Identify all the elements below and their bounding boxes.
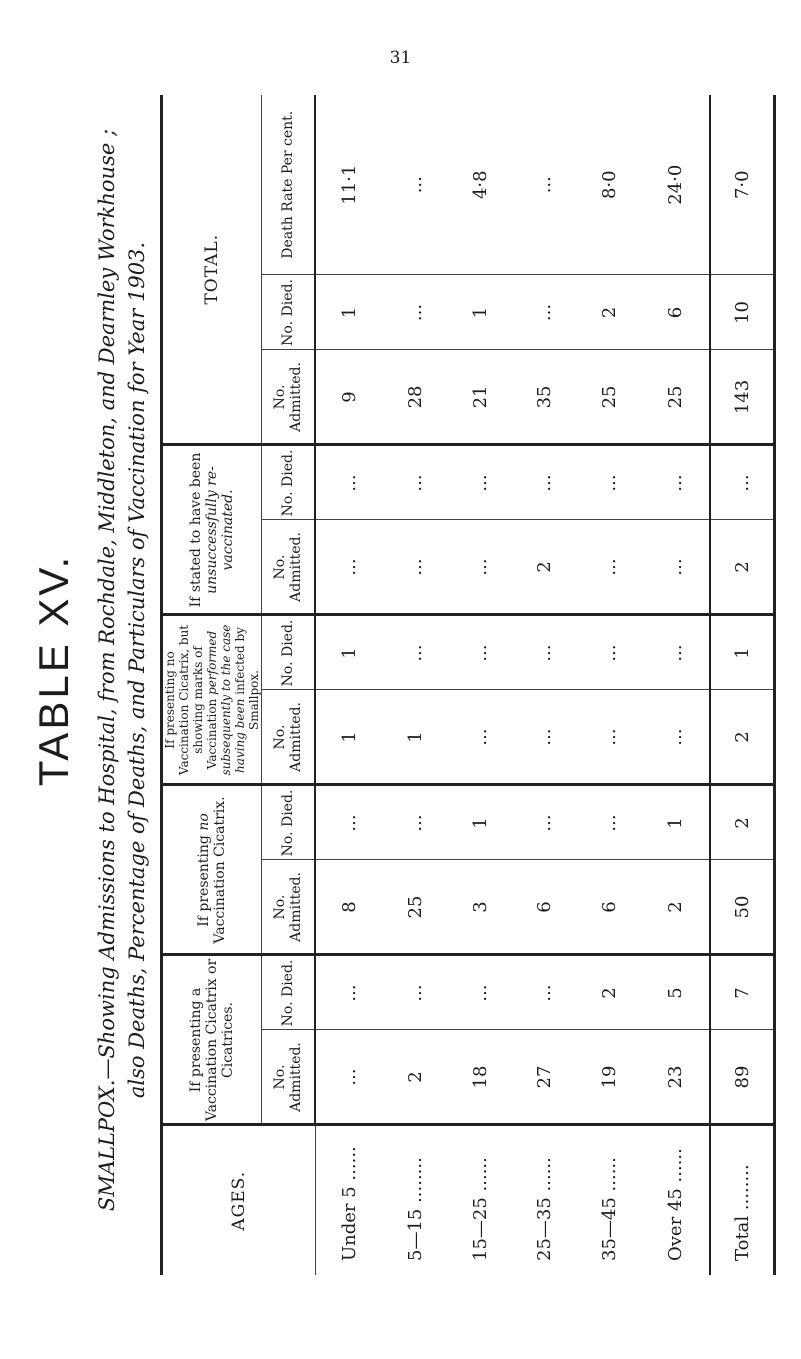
header-sub-row	[262, 95, 316, 1275]
unvaccinated-died-cell: 1	[642, 785, 710, 860]
vaccinated-admitted-cell: 18	[448, 1030, 513, 1125]
marks-admitted-cell: ...	[577, 690, 642, 785]
marks-admitted-total: 2	[710, 690, 773, 785]
total-admitted-cell: 25	[577, 350, 642, 445]
unvaccinated-header-post: Vaccination Cicatrix.	[212, 796, 228, 944]
unsuccessful-died-cell: ...	[315, 445, 383, 520]
unsuccessful-admitted-total: 2	[710, 520, 773, 615]
death-rate-total: 7·0	[710, 95, 773, 275]
unsuccessful-died-header: No. Died.	[262, 445, 316, 520]
unsuccessful-died-total: ...	[710, 445, 773, 520]
vaccinated-header: If presenting a Vaccination Cicatrix or Cicatrices.	[163, 955, 262, 1125]
total-admitted-cell: 9	[315, 350, 383, 445]
unsuccessful-header-line-2: unsuccessfully re-vaccinated.	[204, 466, 236, 594]
unvaccinated-died-cell: ...	[383, 785, 448, 860]
marks-admitted-header: No. Admitted.	[262, 690, 316, 785]
total-died-cell: 1	[448, 275, 513, 350]
total-died-cell: ...	[512, 275, 577, 350]
table-row	[577, 95, 642, 1275]
subtitle-line-1: SMALLPOX.—Showing Admissions to Hospital, from Rochdale, Middleton, and Dearnley Workhouse ;	[95, 128, 119, 1212]
marks-admitted-cell: ...	[642, 690, 710, 785]
unsuccessful-died-cell: ...	[383, 445, 448, 520]
age-cell: Over 45 ......	[642, 1125, 710, 1275]
unvaccinated-died-cell: ...	[315, 785, 383, 860]
vaccinated-died-total: 7	[710, 955, 773, 1030]
marks-died-cell: ...	[642, 615, 710, 690]
total-admitted-total: 143	[710, 350, 773, 445]
unvaccinated-admitted-cell: 6	[512, 860, 577, 955]
vaccinated-admitted-cell: 23	[642, 1030, 710, 1125]
unvaccinated-admitted-cell: 6	[577, 860, 642, 955]
vaccinated-admitted-cell: 2	[383, 1030, 448, 1125]
unvaccinated-died-total: 2	[710, 785, 773, 860]
subtitle-line-2: also Deaths, Percentage of Deaths, and Particulars of Vaccination for Year 1903.	[125, 241, 149, 1099]
age-cell: 35—45 ......	[577, 1125, 642, 1275]
table-row	[383, 95, 448, 1275]
total-admitted-cell: 21	[448, 350, 513, 445]
marks-died-total: 1	[710, 615, 773, 690]
vaccinated-died-cell: 2	[577, 955, 642, 1030]
smallpox-table	[160, 95, 776, 1275]
vaccinated-died-cell: ...	[315, 955, 383, 1030]
unsuccessful-admitted-cell: 2	[512, 520, 577, 615]
vaccinated-died-header: No. Died.	[262, 955, 316, 1030]
death-rate-cell: ...	[404, 176, 426, 194]
total-died-cell: 1	[315, 275, 383, 350]
total-died-total: 10	[710, 275, 773, 350]
subsequent-vaccination-header	[163, 615, 262, 785]
marks-died-cell: ...	[448, 615, 513, 690]
unsuccessful-admitted-header: No. Admitted.	[262, 520, 316, 615]
unsuccessful-died-cell: ...	[577, 445, 642, 520]
marks-admitted-cell: ...	[512, 690, 577, 785]
marks-header-line-1: If presenting no Vaccination Cicatrix, but showing marks of Vaccination	[163, 624, 219, 776]
rotated-table-page	[0, 80, 780, 1300]
unvaccinated-died-header: No. Died.	[262, 785, 316, 860]
vaccinated-admitted-cell: 27	[512, 1030, 577, 1125]
unvaccinated-header-em: no	[196, 813, 212, 831]
unsuccessful-died-cell: ...	[512, 445, 577, 520]
unvaccinated-header	[163, 785, 262, 955]
page-number: 31	[389, 48, 412, 68]
marks-died-cell: ...	[512, 615, 577, 690]
ages-header: AGES.	[163, 1125, 315, 1275]
table-row	[448, 95, 513, 1275]
unvaccinated-died-cell: ...	[577, 785, 642, 860]
vaccinated-admitted-total: 89	[710, 1030, 773, 1125]
marks-header-line-3: infected by Smallpox.	[233, 627, 261, 730]
total-admitted-cell: 25	[642, 350, 710, 445]
unsuccessful-header-line-1: If stated to have been	[188, 452, 204, 608]
total-label-cell: Total ........	[710, 1125, 773, 1275]
unsuccessful-admitted-cell: ...	[577, 520, 642, 615]
marks-admitted-cell: 1	[383, 690, 448, 785]
unvaccinated-admitted-total: 50	[710, 860, 773, 955]
total-died-cell: ...	[383, 275, 448, 350]
vaccinated-died-cell: ...	[512, 955, 577, 1030]
table-subtitle	[92, 80, 152, 1260]
unvaccinated-admitted-cell: 25	[383, 860, 448, 955]
marks-died-cell: ...	[577, 615, 642, 690]
age-cell: 25—35 ......	[512, 1125, 577, 1275]
vaccinated-died-cell: ...	[383, 955, 448, 1030]
marks-header-line-2: performed subsequently to the case having been	[205, 624, 247, 776]
table-row	[315, 95, 383, 1275]
header-group-row	[163, 95, 262, 1275]
marks-admitted-cell: ...	[448, 690, 513, 785]
unsuccessful-admitted-cell: ...	[642, 520, 710, 615]
death-rate-cell: 24·0	[665, 164, 687, 205]
vaccinated-died-cell: 5	[642, 955, 710, 1030]
unsuccessful-revaccination-header	[163, 445, 262, 615]
vaccinated-admitted-cell: ...	[315, 1030, 383, 1125]
table-row	[512, 95, 577, 1275]
total-died-header: No. Died.	[262, 275, 316, 350]
table-title: TABLE XV.	[30, 553, 77, 787]
total-admitted-cell: 28	[383, 350, 448, 445]
vaccinated-died-cell: ...	[448, 955, 513, 1030]
unvaccinated-died-cell: 1	[448, 785, 513, 860]
vaccinated-admitted-header: No. Admitted.	[262, 1030, 316, 1125]
total-row	[710, 95, 773, 1275]
total-died-cell: 6	[642, 275, 710, 350]
age-cell: Under 5 ......	[315, 1125, 383, 1275]
total-header: TOTAL.	[163, 95, 262, 445]
unvaccinated-admitted-cell: 8	[315, 860, 383, 955]
death-rate-cell: 11·1	[338, 164, 360, 205]
marks-died-cell: ...	[383, 615, 448, 690]
total-admitted-header: No. Admitted.	[262, 350, 316, 445]
age-cell: 5—15 ........	[383, 1125, 448, 1275]
unsuccessful-died-cell: ...	[448, 445, 513, 520]
death-rate-cell: ...	[534, 176, 556, 194]
total-admitted-cell: 35	[512, 350, 577, 445]
marks-admitted-cell: 1	[315, 690, 383, 785]
death-rate-cell: 8·0	[599, 170, 621, 200]
unvaccinated-died-cell: ...	[512, 785, 577, 860]
unvaccinated-admitted-cell: 2	[642, 860, 710, 955]
marks-died-cell: 1	[315, 615, 383, 690]
table-row	[642, 95, 710, 1275]
marks-died-header: No. Died.	[262, 615, 316, 690]
total-died-cell: 2	[577, 275, 642, 350]
unvaccinated-admitted-cell: 3	[448, 860, 513, 955]
vaccinated-admitted-cell: 19	[577, 1030, 642, 1125]
death-rate-header: Death Rate Per cent.	[262, 95, 316, 275]
unsuccessful-admitted-cell: ...	[315, 520, 383, 615]
unvaccinated-header-pre: If presenting	[196, 830, 212, 927]
death-rate-cell: 4·8	[469, 170, 491, 200]
age-cell: 15—25 ......	[448, 1125, 513, 1275]
unsuccessful-admitted-cell: ...	[448, 520, 513, 615]
unsuccessful-admitted-cell: ...	[383, 520, 448, 615]
unvaccinated-admitted-header: No. Admitted.	[262, 860, 316, 955]
unsuccessful-died-cell: ...	[642, 445, 710, 520]
